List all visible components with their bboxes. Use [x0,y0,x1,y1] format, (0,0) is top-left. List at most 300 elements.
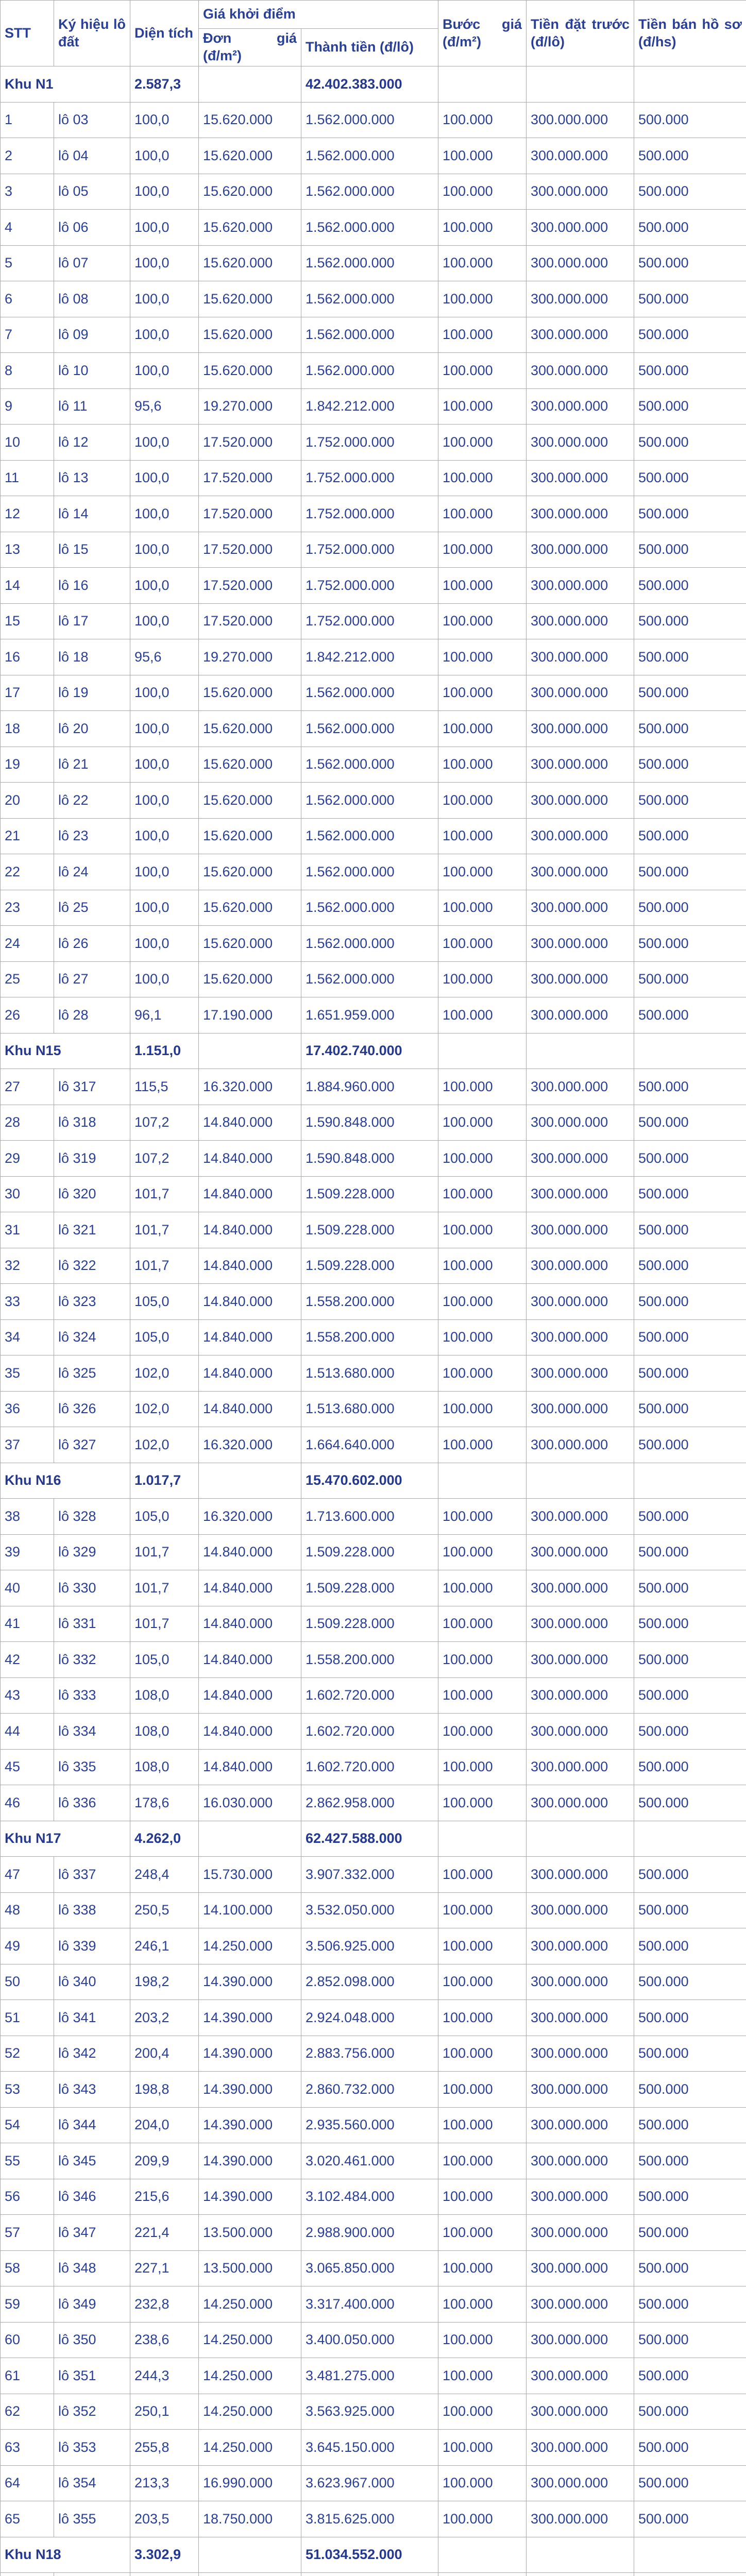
deposit-cell: 300.000.000 [527,2430,634,2466]
deposit-cell: 300.000.000 [527,2501,634,2537]
stt-cell: 26 [1,997,54,1033]
lot-row [1,2107,746,2143]
dossier-fee-cell: 500.000 [634,2036,746,2072]
deposit-cell: 300.000.000 [527,245,634,281]
stt-cell: 33 [1,1284,54,1320]
zone-total: 17.402.740.000 [301,1033,438,1069]
amount-cell: 2.862.958.000 [301,1785,438,1821]
unit-price-cell: 15.620.000 [199,245,301,281]
deposit-cell: 300.000.000 [527,2072,634,2108]
lot-code-cell: lô 21 [54,747,130,783]
price-step-cell: 100.000 [438,245,527,281]
lot-row [1,711,746,747]
area-cell: 100,0 [130,783,199,819]
lot-row [1,1642,746,1678]
price-step-cell: 100.000 [438,1928,527,1964]
area-cell: 100,0 [130,425,199,461]
amount-cell: 1.562.000.000 [301,353,438,389]
deposit-cell: 300.000.000 [527,997,634,1033]
dossier-fee-cell: 500.000 [634,1785,746,1821]
stt-cell: 51 [1,2000,54,2036]
area-cell: 96,1 [130,997,199,1033]
unit-price-cell: 16.030.000 [199,1785,301,1821]
deposit-cell: 300.000.000 [527,2000,634,2036]
lot-row [1,1570,746,1606]
stt-cell: 58 [1,2250,54,2286]
lot-row [1,2215,746,2251]
amount-cell: 1.562.000.000 [301,854,438,890]
area-cell: 200,4 [130,2036,199,2072]
dossier-fee-cell: 500.000 [634,1105,746,1141]
lot-row [1,496,746,532]
table-header [1,1,746,66]
amount-cell: 1.562.000.000 [301,890,438,926]
price-step-cell: 100.000 [438,2000,527,2036]
zone-row [1,1821,746,1857]
amount-cell: 1.562.000.000 [301,210,438,246]
deposit-cell: 300.000.000 [527,961,634,997]
dossier-fee-cell: 500.000 [634,1606,746,1642]
lot-row [1,1606,746,1642]
lot-code-cell: lô 326 [54,1391,130,1427]
lot-row [1,2394,746,2430]
dossier-fee-cell: 500.000 [634,1499,746,1535]
lot-row [1,2358,746,2394]
header-stt: STT [1,1,54,66]
dossier-fee-cell: 500.000 [634,711,746,747]
empty-cell [527,1033,634,1069]
stt-cell: 21 [1,818,54,854]
area-cell: 209,9 [130,2143,199,2179]
lot-row [1,890,746,926]
price-step-cell: 100.000 [438,2036,527,2072]
lot-code-cell: lô 336 [54,1785,130,1821]
zone-row [1,66,746,103]
empty-cell [527,1463,634,1499]
amount-cell: 1.713.600.000 [301,1499,438,1535]
lot-row [1,1964,746,2000]
header-row-top [1,1,746,29]
zone-label: Khu N15 [1,1033,130,1069]
deposit-cell: 300.000.000 [527,2215,634,2251]
amount-cell: 2.860.732.000 [301,2072,438,2108]
zone-row [1,1463,746,1499]
empty-cell [438,66,527,103]
lot-row [1,425,746,461]
amount-cell: 2.883.756.000 [301,2036,438,2072]
price-step-cell: 100.000 [438,2215,527,2251]
dossier-fee-cell: 500.000 [634,2179,746,2215]
zone-label: Khu N17 [1,1821,130,1857]
stt-cell: 10 [1,425,54,461]
lot-code-cell: lô 19 [54,675,130,711]
deposit-cell: 300.000.000 [527,1642,634,1678]
price-step-cell: 100.000 [438,747,527,783]
area-cell: 105,0 [130,1319,199,1355]
lot-row [1,1534,746,1570]
deposit-cell: 300.000.000 [527,2286,634,2323]
amount-cell: 1.752.000.000 [301,496,438,532]
lot-code-cell: lô 351 [54,2358,130,2394]
unit-price-cell: 15.620.000 [199,854,301,890]
zone-label: Khu N18 [1,2537,130,2573]
price-step-cell: 100.000 [438,138,527,174]
dossier-fee-cell: 500.000 [634,2465,746,2501]
price-step-cell: 100.000 [438,1176,527,1212]
unit-price-cell: 14.390.000 [199,2179,301,2215]
stt-cell: 60 [1,2322,54,2358]
lot-code-cell: lô 354 [54,2465,130,2501]
area-cell: 101,7 [130,1534,199,1570]
dossier-fee-cell: 500.000 [634,1212,746,1248]
stt-cell: 3 [1,174,54,210]
deposit-cell: 300.000.000 [527,1499,634,1535]
amount-cell: 3.532.050.000 [301,1892,438,1928]
unit-price-cell: 14.840.000 [199,1570,301,1606]
area-cell: 100,0 [130,926,199,962]
dossier-fee-cell: 500.000 [634,1284,746,1320]
lot-code-cell: lô 350 [54,2322,130,2358]
price-step-cell: 100.000 [438,2501,527,2537]
price-step-cell: 100.000 [438,2107,527,2143]
lot-code-cell: lô 25 [54,890,130,926]
deposit-cell: 300.000.000 [527,1284,634,1320]
lot-code-cell: lô 338 [54,1892,130,1928]
price-step-cell: 100.000 [438,460,527,496]
stt-cell: 6 [1,281,54,317]
dossier-fee-cell: 500.000 [634,1141,746,1177]
dossier-fee-cell: 500.000 [634,281,746,317]
unit-price-cell: 13.500.000 [199,2250,301,2286]
stt-cell: 29 [1,1141,54,1177]
lot-row [1,1427,746,1463]
area-cell: 232,8 [130,2286,199,2323]
lot-code-cell: lô 22 [54,783,130,819]
header-price-step: Bước giá (đ/m²) [438,1,527,66]
lot-code-cell [54,2573,130,2576]
lot-code-cell: lô 16 [54,568,130,604]
price-step-cell: 100.000 [438,639,527,675]
deposit-cell: 300.000.000 [527,783,634,819]
stt-cell: 7 [1,317,54,353]
lot-code-cell: lô 318 [54,1105,130,1141]
deposit-cell: 300.000.000 [527,747,634,783]
unit-price-cell: 14.840.000 [199,1534,301,1570]
area-cell: 204,0 [130,2107,199,2143]
area-cell: 108,0 [130,1749,199,1785]
table-body [1,66,746,2576]
unit-price-cell: 15.620.000 [199,818,301,854]
lot-row [1,532,746,568]
lot-row [1,961,746,997]
unit-price-cell: 18.750.000 [199,2501,301,2537]
lot-row [1,317,746,353]
amount-cell: 1.752.000.000 [301,532,438,568]
area-cell: 108,0 [130,1714,199,1750]
unit-price-cell [199,2573,301,2576]
unit-price-cell: 19.270.000 [199,639,301,675]
price-step-cell: 100.000 [438,388,527,425]
price-step-cell: 100.000 [438,783,527,819]
price-step-cell: 100.000 [438,997,527,1033]
dossier-fee-cell: 500.000 [634,353,746,389]
dossier-fee-cell: 500.000 [634,1176,746,1212]
lot-code-cell: lô 346 [54,2179,130,2215]
price-step-cell: 100.000 [438,2394,527,2430]
unit-price-cell: 14.390.000 [199,2143,301,2179]
price-step-cell: 100.000 [438,568,527,604]
lot-code-cell: lô 319 [54,1141,130,1177]
stt-cell: 17 [1,675,54,711]
dossier-fee-cell: 500.000 [634,2250,746,2286]
stt-cell: 34 [1,1319,54,1355]
deposit-cell: 300.000.000 [527,1892,634,1928]
unit-price-cell: 15.620.000 [199,317,301,353]
lot-code-cell: lô 337 [54,1857,130,1893]
stt-cell: 55 [1,2143,54,2179]
dossier-fee-cell: 500.000 [634,532,746,568]
stt-cell: 50 [1,1964,54,2000]
header-start-price: Giá khởi điểm [199,1,438,29]
dossier-fee-cell: 500.000 [634,1892,746,1928]
area-cell: 100,0 [130,210,199,246]
area-cell: 248,4 [130,1857,199,1893]
lot-code-cell: lô 342 [54,2036,130,2072]
lot-row [1,747,746,783]
deposit-cell: 300.000.000 [527,2036,634,2072]
price-step-cell: 100.000 [438,496,527,532]
empty-cell [438,1033,527,1069]
deposit-cell: 300.000.000 [527,1570,634,1606]
deposit-cell: 300.000.000 [527,639,634,675]
area-cell: 100,0 [130,174,199,210]
dossier-fee-cell: 500.000 [634,997,746,1033]
area-cell: 95,6 [130,639,199,675]
dossier-fee-cell: 500.000 [634,675,746,711]
deposit-cell: 300.000.000 [527,854,634,890]
deposit-cell: 300.000.000 [527,210,634,246]
area-cell: 100,0 [130,854,199,890]
price-step-cell: 100.000 [438,2250,527,2286]
dossier-fee-cell: 500.000 [634,639,746,675]
amount-cell: 1.752.000.000 [301,603,438,639]
dossier-fee-cell: 500.000 [634,102,746,138]
unit-price-cell: 15.620.000 [199,783,301,819]
lot-row [1,1176,746,1212]
zone-area: 2.587,3 [130,66,199,103]
stt-cell: 57 [1,2215,54,2251]
unit-price-cell: 14.840.000 [199,1606,301,1642]
stt-cell: 12 [1,496,54,532]
area-cell: 203,2 [130,2000,199,2036]
lot-row [1,1714,746,1750]
price-step-cell: 100.000 [438,317,527,353]
deposit-cell: 300.000.000 [527,496,634,532]
header-lot-code: Ký hiệu lô đất [54,1,130,66]
stt-cell: 18 [1,711,54,747]
deposit-cell: 300.000.000 [527,1749,634,1785]
lot-code-cell: lô 321 [54,1212,130,1248]
deposit-cell: 300.000.000 [527,711,634,747]
lot-row [1,460,746,496]
lot-row [1,1069,746,1105]
lot-code-cell: lô 330 [54,1570,130,1606]
deposit-cell: 300.000.000 [527,926,634,962]
lot-code-cell: lô 05 [54,174,130,210]
deposit-cell: 300.000.000 [527,388,634,425]
deposit-cell: 300.000.000 [527,1248,634,1284]
dossier-fee-cell: 500.000 [634,1069,746,1105]
lot-row [1,854,746,890]
lot-code-cell: lô 349 [54,2286,130,2323]
stt-cell: 4 [1,210,54,246]
lot-code-cell: lô 343 [54,2072,130,2108]
lot-row [1,1141,746,1177]
area-cell: 213,3 [130,2465,199,2501]
stt-cell: 2 [1,138,54,174]
dossier-fee-cell: 500.000 [634,1714,746,1750]
stt-cell: 38 [1,1499,54,1535]
deposit-cell: 300.000.000 [527,2465,634,2501]
unit-price-cell: 17.190.000 [199,997,301,1033]
area-cell: 101,7 [130,1212,199,1248]
deposit-cell: 300.000.000 [527,818,634,854]
amount-cell: 1.509.228.000 [301,1212,438,1248]
area-cell [130,2573,199,2576]
lot-code-cell: lô 344 [54,2107,130,2143]
price-step-cell: 100.000 [438,353,527,389]
dossier-fee-cell: 500.000 [634,425,746,461]
price-step-cell [438,2573,527,2576]
lot-row [1,1928,746,1964]
stt-cell: 64 [1,2465,54,2501]
unit-price-cell: 14.390.000 [199,2107,301,2143]
unit-price-cell: 15.620.000 [199,353,301,389]
unit-price-cell: 14.840.000 [199,1248,301,1284]
dossier-fee-cell: 500.000 [634,1391,746,1427]
zone-row [1,2537,746,2573]
area-cell: 250,1 [130,2394,199,2430]
area-cell: 198,2 [130,1964,199,2000]
stt-cell: 52 [1,2036,54,2072]
lot-code-cell: lô 09 [54,317,130,353]
price-step-cell: 100.000 [438,818,527,854]
deposit-cell: 300.000.000 [527,2358,634,2394]
zone-area: 1.151,0 [130,1033,199,1069]
unit-price-cell: 15.620.000 [199,926,301,962]
dossier-fee-cell [634,2573,746,2576]
deposit-cell: 300.000.000 [527,1677,634,1714]
dossier-fee-cell: 500.000 [634,1570,746,1606]
stt-cell: 46 [1,1785,54,1821]
price-step-cell: 100.000 [438,1105,527,1141]
deposit-cell: 300.000.000 [527,174,634,210]
lot-row [1,210,746,246]
lot-row [1,1499,746,1535]
amount-cell: 1.513.680.000 [301,1355,438,1392]
unit-price-cell: 14.390.000 [199,2036,301,2072]
dossier-fee-cell: 500.000 [634,2215,746,2251]
unit-price-cell: 17.520.000 [199,425,301,461]
lot-row [1,174,746,210]
lot-code-cell: lô 17 [54,603,130,639]
deposit-cell: 300.000.000 [527,675,634,711]
lot-row [1,1749,746,1785]
stt-cell: 27 [1,1069,54,1105]
lot-row [1,2573,746,2576]
dossier-fee-cell: 500.000 [634,818,746,854]
unit-price-cell: 16.320.000 [199,1427,301,1463]
deposit-cell: 300.000.000 [527,138,634,174]
lot-code-cell: lô 20 [54,711,130,747]
lot-code-cell: lô 355 [54,2501,130,2537]
price-step-cell: 100.000 [438,2143,527,2179]
amount-cell: 1.562.000.000 [301,711,438,747]
amount-cell: 1.752.000.000 [301,460,438,496]
deposit-cell [527,2573,634,2576]
lot-code-cell: lô 18 [54,639,130,675]
lot-code-cell: lô 23 [54,818,130,854]
lot-row [1,2501,746,2537]
price-step-cell: 100.000 [438,890,527,926]
dossier-fee-cell: 500.000 [634,2072,746,2108]
stt-cell: 15 [1,603,54,639]
lot-row [1,1857,746,1893]
unit-price-cell: 14.840.000 [199,1677,301,1714]
header-dossier-fee: Tiền bán hồ sơ (đ/hs) [634,1,746,66]
unit-price-cell: 15.730.000 [199,1857,301,1893]
unit-price-cell: 14.840.000 [199,1355,301,1392]
lot-row [1,2000,746,2036]
stt-cell: 32 [1,1248,54,1284]
stt-cell: 22 [1,854,54,890]
dossier-fee-cell: 500.000 [634,1427,746,1463]
dossier-fee-cell: 500.000 [634,2394,746,2430]
amount-cell: 3.102.484.000 [301,2179,438,2215]
amount-cell: 1.562.000.000 [301,174,438,210]
amount-cell: 3.563.925.000 [301,2394,438,2430]
price-step-cell: 100.000 [438,1248,527,1284]
amount-cell: 1.562.000.000 [301,281,438,317]
stt-cell: 31 [1,1212,54,1248]
amount-cell: 1.651.959.000 [301,997,438,1033]
lot-code-cell: lô 324 [54,1319,130,1355]
lot-code-cell: lô 24 [54,854,130,890]
amount-cell: 1.562.000.000 [301,317,438,353]
area-cell: 100,0 [130,961,199,997]
stt-cell: 9 [1,388,54,425]
zone-row [1,1033,746,1069]
empty-cell [199,1033,301,1069]
dossier-fee-cell: 500.000 [634,926,746,962]
price-step-cell: 100.000 [438,961,527,997]
lot-row [1,2072,746,2108]
area-cell: 95,6 [130,388,199,425]
amount-cell: 1.509.228.000 [301,1248,438,1284]
dossier-fee-cell: 500.000 [634,568,746,604]
unit-price-cell: 15.620.000 [199,890,301,926]
lot-code-cell: lô 08 [54,281,130,317]
amount-cell: 1.590.848.000 [301,1141,438,1177]
stt-cell: 42 [1,1642,54,1678]
lot-code-cell: lô 333 [54,1677,130,1714]
amount-cell: 1.509.228.000 [301,1176,438,1212]
price-step-cell: 100.000 [438,1642,527,1678]
stt-cell: 11 [1,460,54,496]
amount-cell: 2.935.560.000 [301,2107,438,2143]
dossier-fee-cell: 500.000 [634,210,746,246]
unit-price-cell: 14.390.000 [199,1964,301,2000]
